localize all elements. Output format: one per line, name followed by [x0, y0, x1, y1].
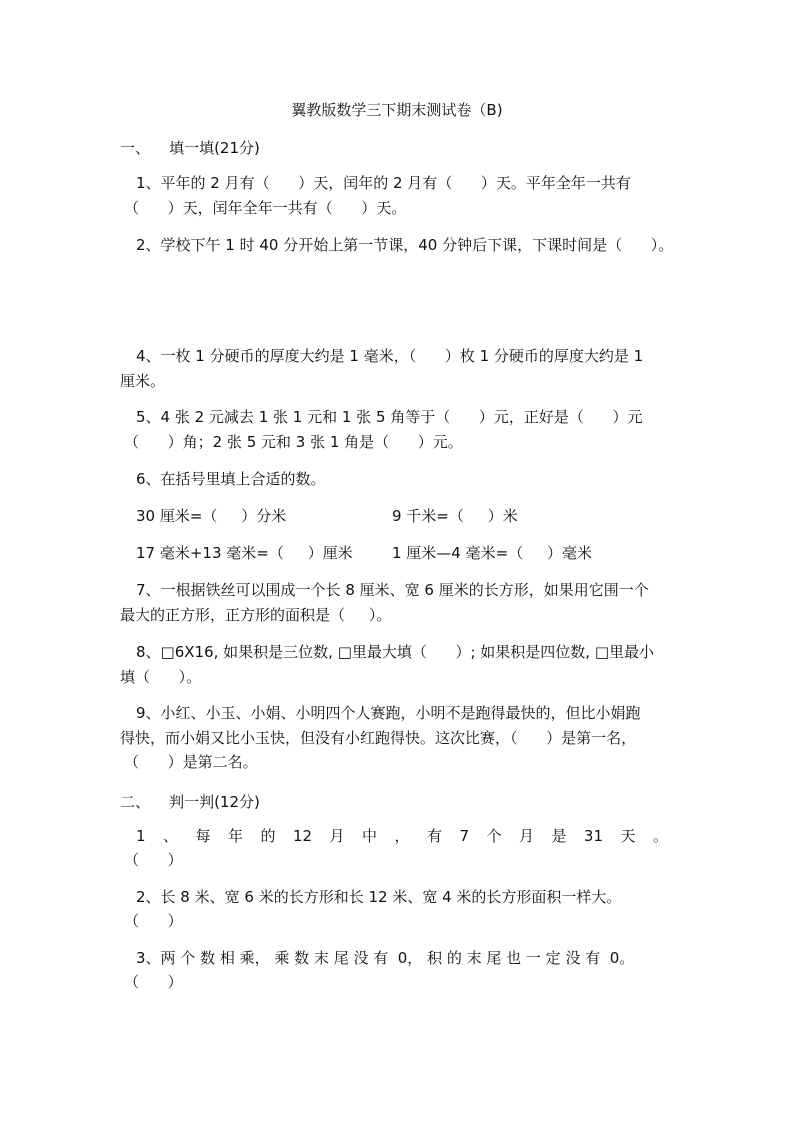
q1-6-c: 17 毫米+13 毫米=（ ）厘米: [136, 544, 353, 562]
q1-5-line1: 5、4 张 2 元减去 1 张 1 元和 1 张 5 角等于（ ）元，正好是（ ）元: [136, 408, 643, 426]
q2-1-token: 个: [486, 827, 502, 845]
q1-4-line1: 4、一枚 1 分硬币的厚度大约是 1 毫米，（ ）枚 1 分硬币的厚度大约是 1: [136, 347, 644, 365]
q2-1-line2: （ ）: [124, 851, 183, 869]
q1-7-line1: 7、一根据铁丝可以围成一个长 8 厘米、宽 6 厘米的长方形，如果用它围一个: [136, 581, 649, 599]
q1-9-line2: 得快，而小娟又比小玉快，但没有小红跑得快。这次比赛，（ ）是第一名，: [120, 729, 637, 747]
section-1-heading: 一、 填一填(21分): [120, 139, 260, 157]
q1-9-line3: （ ）是第二名。: [124, 753, 258, 771]
q2-1-token: 月: [329, 827, 345, 845]
q2-3-line2: （ ）: [124, 973, 183, 991]
q2-1-token: 31: [583, 827, 604, 845]
q2-1-token: 的: [260, 827, 276, 845]
q2-1-token: 、: [163, 827, 179, 845]
q2-1-line1: [136, 826, 668, 846]
q2-1-token: 7: [459, 827, 469, 845]
q1-9-line1: 9、小红、小玉、小娟、小明四个人赛跑，小明不是跑得最快的，但比小娟跑: [136, 704, 641, 722]
q2-2-line2: （ ）: [124, 912, 183, 930]
q2-1-token: 。: [652, 827, 668, 845]
q1-1-line1: 1、平年的 2 月有（ ）天，闰年的 2 月有（ ）天。平年全年一共有: [136, 174, 631, 192]
q1-8-line1: 8、□6X16, 如果积是三位数, □里最大填（ ）; 如果积是四位数, □里最小: [136, 643, 655, 661]
q1-2-line1: 2、学校下午 1 时 40 分开始上第一节课，40 分钟后下课，下课时间是（ ）。: [136, 236, 674, 254]
q2-1-token: 12: [292, 827, 313, 845]
q2-1-token: 月: [518, 827, 534, 845]
q2-1-token: 年: [227, 827, 243, 845]
q2-2-line1: 2、长 8 米、宽 6 米的长方形和长 12 米、宽 4 米的长方形面积一样大。: [136, 888, 622, 906]
q1-6-a: 30 厘米=（ ）分米: [136, 507, 287, 525]
q2-1-token: 每: [195, 827, 211, 845]
section-2-heading: 二、 判一判(12分): [120, 793, 260, 811]
q1-4-line2: 厘米。: [120, 372, 166, 390]
q2-1-token: ，: [394, 827, 410, 845]
q2-3-line1: 3、两 个 数 相 乘， 乘 数 末 尾 没 有 0， 积 的 末 尾 也 一 定 没 有 0。: [136, 949, 635, 967]
q2-1-token: 1: [136, 827, 146, 845]
q1-8-line2: 填（ ）。: [120, 668, 202, 686]
q1-5-line2: （ ）角；2 张 5 元和 3 张 1 角是（ ）元。: [124, 433, 463, 451]
q2-1-token: 天: [620, 827, 636, 845]
q1-1-line2: （ ）天，闰年全年一共有（ ）天。: [124, 199, 407, 217]
q1-7-line2: 最大的正方形，正方形的面积是（ ）。: [120, 606, 392, 624]
q2-1-token: 是: [551, 827, 567, 845]
q2-1-token: 中: [362, 827, 378, 845]
q1-6-b: 9 千米=（ ）米: [392, 507, 518, 525]
q2-1-token: 有: [426, 827, 442, 845]
page-title: 翼教版数学三下期末测试卷（B): [291, 101, 503, 119]
q1-6-d: 1 厘米—4 毫米=（ ）毫米: [392, 544, 593, 562]
q1-6-line1: 6、在括号里填上合适的数。: [136, 470, 326, 488]
